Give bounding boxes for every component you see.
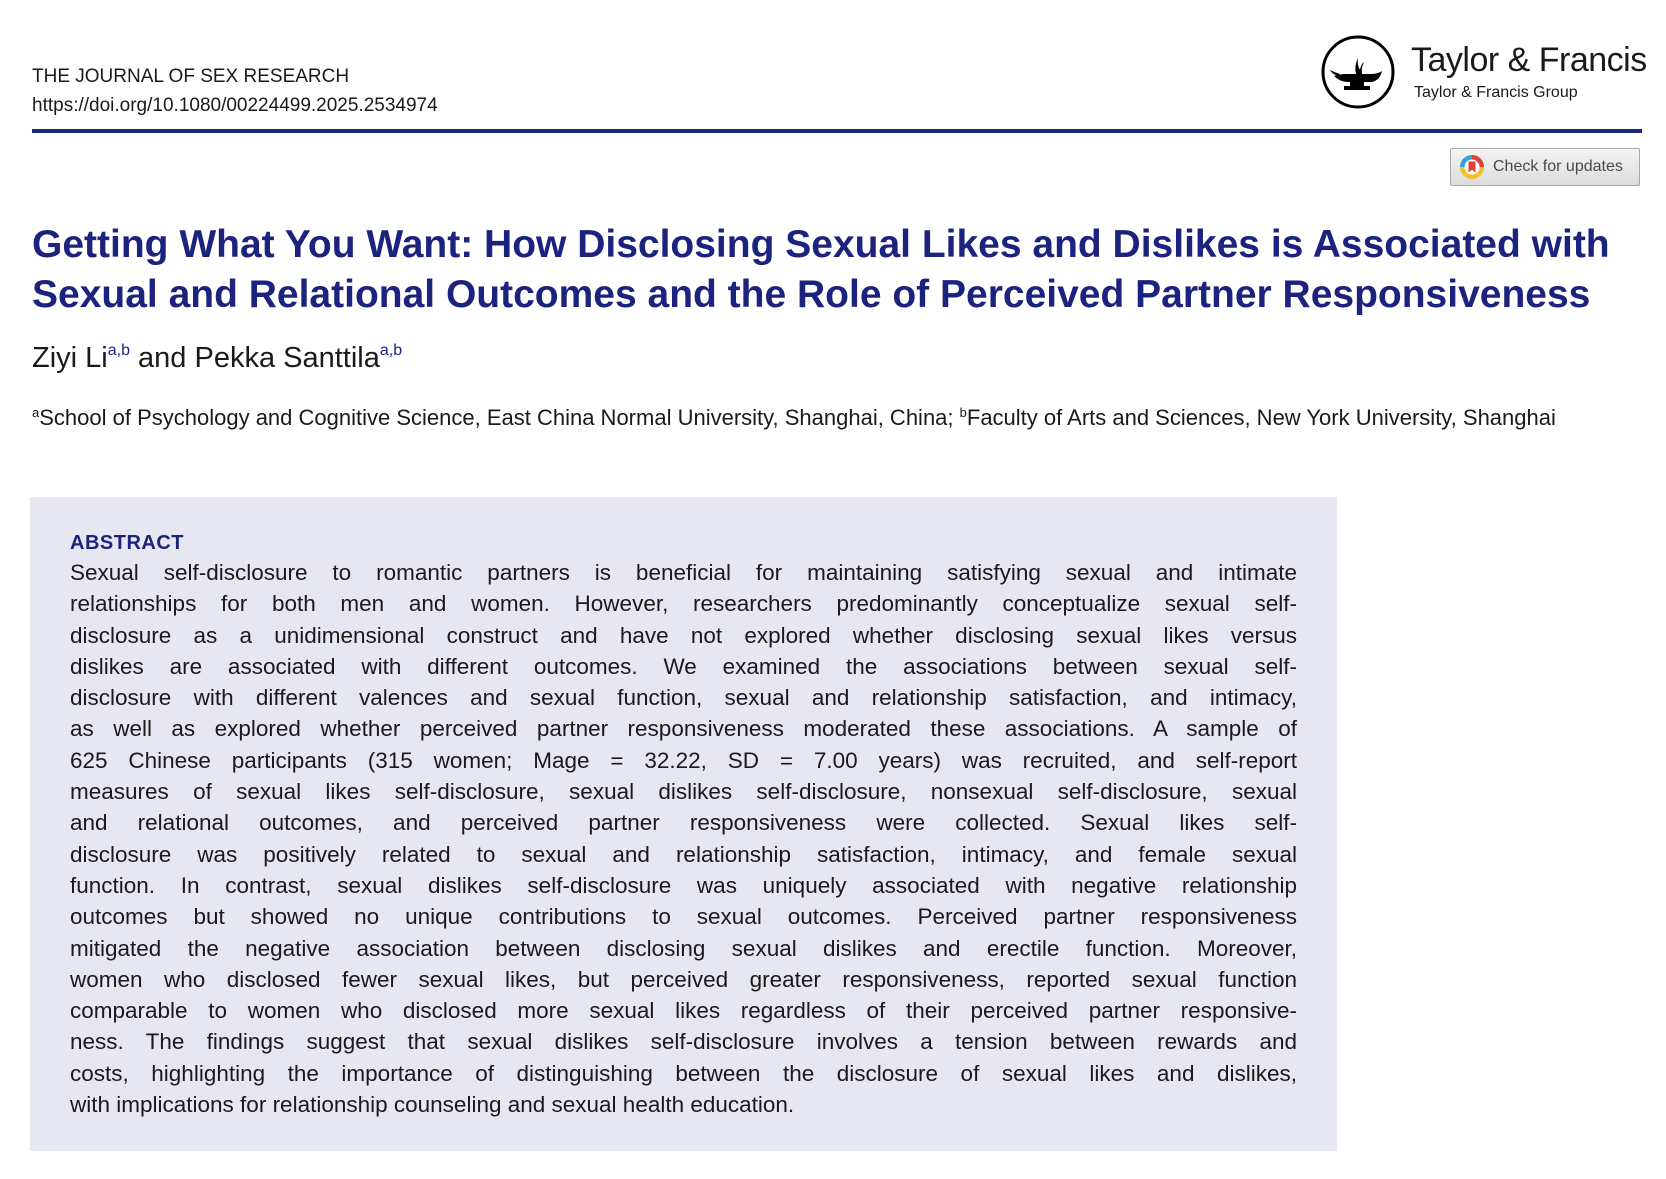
abstract-line: and relational outcomes, and perceived partner responsiveness were collected. Sexual likes self- (70, 810, 1297, 836)
abstract-line: outcomes but showed no unique contributions to sexual outcomes. Perceived partner responsiveness (70, 904, 1297, 930)
abstract-heading: ABSTRACT (70, 532, 184, 554)
abstract-line: function. In contrast, sexual dislikes self-disclosure was uniquely associated with negative relationship (70, 872, 1297, 898)
author-affiliation-mark[interactable]: a,b (107, 342, 130, 359)
abstract-line: with implications for relationship counseling and sexual health education. (70, 1092, 795, 1118)
abstract-line: relationships for both men and women. However, researchers predominantly conceptualize sexual self- (70, 591, 1297, 617)
abstract-line: mitigated the negative association between disclosing sexual dislikes and erectile function. Moreover, (70, 935, 1297, 961)
abstract-body (70, 557, 1297, 1120)
journal-header (32, 62, 438, 120)
abstract-line: as well as explored whether perceived partner responsiveness moderated these associations. A sample of (70, 716, 1297, 742)
affiliation-text: School of Psychology and Cognitive Science, East China Normal University, Shanghai, China; (39, 405, 960, 430)
article-title (32, 220, 1652, 320)
abstract-line: disclosure with different valences and sexual function, sexual and relationship satisfaction, and intimacy, (70, 685, 1297, 711)
header-divider (32, 129, 1642, 133)
abstract-line: comparable to women who disclosed more sexual likes regardless of their perceived partner responsive- (70, 998, 1297, 1024)
affiliation-mark: a (32, 405, 40, 420)
abstract-line: 625 Chinese participants (315 women; Mage = 32.22, SD = 7.00 years) was recruited, and self-report (70, 747, 1297, 773)
author-name[interactable]: Pekka Santtila (194, 342, 380, 374)
abstract-line: Sexual self-disclosure to romantic partners is beneficial for maintaining satisfying sexual and intimate (70, 560, 1297, 585)
abstract-line: dislikes are associated with different outcomes. We examined the associations between sexual self- (70, 653, 1297, 679)
abstract-line: women who disclosed fewer sexual likes, but perceived greater responsiveness, reported sexual function (70, 966, 1297, 992)
publisher-brand[interactable] (1320, 34, 1647, 114)
abstract-line: costs, highlighting the importance of distinguishing between the disclosure of sexual likes and dislikes, (70, 1060, 1297, 1086)
journal-name: THE JOURNAL OF SEX RESEARCH (32, 66, 350, 87)
article-title-line: Sexual and Relational Outcomes and the Role of Perceived Partner Responsiveness (32, 273, 1591, 316)
author-list (32, 340, 402, 376)
author-affiliation-mark[interactable]: a,b (379, 342, 403, 359)
article-title-line: Getting What You Want: How Disclosing Sexual Likes and Dislikes is Associated with (32, 223, 1610, 266)
abstract-line: disclosure was positively related to sexual and relationship satisfaction, intimacy, and female sexual (70, 841, 1297, 867)
affiliation-mark: b (959, 405, 967, 420)
affiliation-text: Faculty of Arts and Sciences, New York University, Shanghai (966, 405, 1556, 430)
doi-link[interactable]: https://doi.org/10.1080/00224499.2025.2534974 (32, 95, 438, 116)
crossmark-icon (1459, 154, 1485, 180)
check-for-updates-button[interactable] (1450, 148, 1640, 186)
abstract-panel (30, 497, 1337, 1151)
author-name[interactable]: Ziyi Li (32, 342, 108, 374)
lamp-logo-icon (1320, 34, 1396, 110)
publisher-group: Taylor & Francis Group (1414, 84, 1578, 101)
abstract-line: disclosure as a unidimensional construct and have not explored whether disclosing sexual likes versus (70, 622, 1297, 648)
abstract-line: ness. The findings suggest that sexual dislikes self-disclosure involves a tension between rewards and (70, 1029, 1297, 1055)
affiliations (32, 402, 1652, 434)
publisher-name: Taylor & Francis (1411, 41, 1647, 79)
check-for-updates-label: Check for updates (1493, 158, 1623, 175)
abstract-line: measures of sexual likes self-disclosure, sexual dislikes self-disclosure, nonsexual self-disclosure, sexual (70, 779, 1297, 805)
author-separator: and (129, 342, 195, 374)
